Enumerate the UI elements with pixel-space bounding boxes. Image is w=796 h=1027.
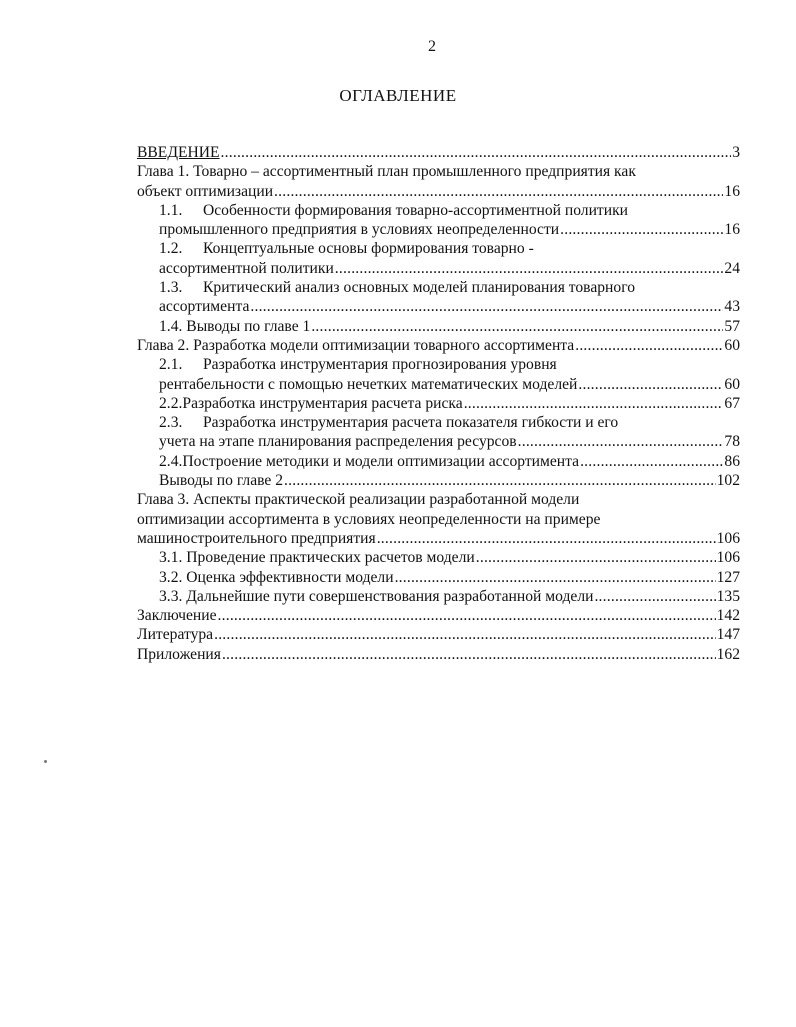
toc-entry-label: Построение методики и модели оптимизации ассортимента bbox=[182, 452, 580, 470]
toc-entry-label: 3.1. Проведение практических расчетов модели bbox=[159, 549, 475, 567]
toc-entry-chapter-3-cont[interactable] bbox=[137, 510, 740, 529]
toc-entry-conclusion[interactable] bbox=[137, 606, 740, 625]
toc-entry-label: Заключение bbox=[137, 607, 217, 625]
dot-leader bbox=[222, 645, 716, 664]
dot-leader bbox=[578, 375, 723, 394]
toc-page-number: 3 bbox=[732, 144, 740, 161]
toc-entry-chapter-3[interactable] bbox=[137, 490, 740, 509]
dot-leader bbox=[464, 394, 724, 413]
page-number: 2 bbox=[428, 38, 436, 55]
toc-page-number: 162 bbox=[716, 645, 740, 663]
toc-page-number: 142 bbox=[716, 607, 740, 625]
dot-leader bbox=[377, 529, 716, 548]
toc-entry-chapter-1-cont[interactable] bbox=[137, 182, 740, 201]
toc-entry-label: Критический анализ основных моделей планирования товарного bbox=[203, 279, 635, 297]
dot-leader bbox=[274, 182, 723, 201]
dot-leader bbox=[218, 606, 716, 625]
toc-entry-section-2-1[interactable] bbox=[137, 355, 740, 374]
dot-leader bbox=[575, 336, 723, 355]
toc-entry-label: ВВЕДЕНИЕ bbox=[137, 144, 220, 161]
toc-entry-label: учета на этапе планирования распределения ресурсов bbox=[159, 433, 517, 451]
toc-entry-label: Разработка инструментария расчета риска bbox=[182, 394, 463, 412]
toc-section-number: 1.1. bbox=[159, 201, 183, 219]
toc-page-number: 86 bbox=[724, 452, 740, 470]
toc-entry-label: 1.4. Выводы по главе 1 bbox=[159, 317, 311, 335]
toc-entry-chapter-3-cont2[interactable] bbox=[137, 529, 740, 548]
dot-leader bbox=[335, 259, 724, 278]
dot-leader bbox=[284, 471, 716, 490]
toc-entry-section-1-2-cont[interactable] bbox=[137, 259, 740, 278]
dot-leader bbox=[560, 220, 723, 239]
dot-leader bbox=[311, 317, 723, 336]
toc-section-number: 1.3. bbox=[159, 279, 183, 297]
toc-entry-label: ассортимента bbox=[159, 298, 250, 316]
toc-entry-label: Приложения bbox=[137, 645, 221, 663]
toc-entry-label: рентабельности с помощью нечетких математических моделей bbox=[159, 375, 578, 393]
toc-page-number: 16 bbox=[724, 182, 740, 200]
dot-leader bbox=[594, 587, 715, 606]
toc-entry-section-1-2[interactable] bbox=[137, 239, 740, 258]
toc-entry-label: ассортиментной политики bbox=[159, 259, 334, 277]
toc-page-number: 60 bbox=[724, 375, 740, 393]
dot-leader bbox=[250, 297, 723, 316]
dot-leader bbox=[580, 452, 723, 471]
toc-entry-chapter-1[interactable] bbox=[137, 162, 740, 181]
toc-entry-label: объект оптимизации bbox=[137, 182, 274, 200]
toc-entry-section-1-3-cont[interactable] bbox=[137, 297, 740, 316]
toc-page-number: 78 bbox=[724, 433, 740, 451]
toc-entry-section-2-2[interactable] bbox=[137, 394, 740, 413]
toc-entry-section-1-1[interactable] bbox=[137, 201, 740, 220]
toc-entry-label: оптимизации ассортимента в условиях неопределенности на примере bbox=[137, 510, 601, 528]
toc-entry-introduction[interactable] bbox=[137, 143, 740, 162]
dot-leader bbox=[518, 432, 724, 451]
toc-entry-section-1-4[interactable] bbox=[137, 317, 740, 336]
toc-page-number: 147 bbox=[716, 626, 740, 644]
toc-page-number: 102 bbox=[716, 472, 740, 490]
toc-section-number: 2.4. bbox=[159, 452, 183, 470]
toc-entry-label: Глава 2. Разработка модели оптимизации товарного ассортимента bbox=[137, 336, 575, 354]
toc-page-number: 43 bbox=[724, 298, 740, 316]
toc-entry-section-2-3-cont[interactable] bbox=[137, 432, 740, 451]
toc-entry-label: 3.3. Дальнейшие пути совершенствования разработанной модели bbox=[159, 587, 594, 605]
toc-page-number: 57 bbox=[724, 317, 740, 335]
toc-entry-label: Глава 1. Товарно – ассортиментный план промышленного предприятия как bbox=[137, 163, 636, 181]
toc-section-number: 1.2. bbox=[159, 240, 183, 258]
dot-leader bbox=[214, 625, 716, 644]
dot-leader bbox=[476, 548, 716, 567]
dot-leader bbox=[221, 143, 732, 162]
toc-page-number: 127 bbox=[716, 568, 740, 586]
toc-entry-label: промышленного предприятия в условиях неопределенности bbox=[159, 221, 560, 239]
toc-entry-label: машиностроительного предприятия bbox=[137, 529, 376, 547]
toc-page-number: 16 bbox=[724, 221, 740, 239]
toc-section-number: 2.1. bbox=[159, 356, 183, 374]
toc-entry-section-2-3[interactable] bbox=[137, 413, 740, 432]
toc-page-number: 67 bbox=[724, 394, 740, 412]
toc-entry-label: Разработка инструментария расчета показателя гибкости и его bbox=[203, 414, 619, 432]
toc-entry-section-1-3[interactable] bbox=[137, 278, 740, 297]
toc-entry-label: Литература bbox=[137, 626, 214, 644]
toc-entry-label: Глава 3. Аспекты практической реализации разработанной модели bbox=[137, 491, 580, 509]
toc-entry-section-3-1[interactable] bbox=[137, 548, 740, 567]
toc-page-number: 106 bbox=[716, 529, 740, 547]
toc-title: ОГЛАВЛЕНИЕ bbox=[339, 86, 457, 105]
toc-entry-section-3-2[interactable] bbox=[137, 568, 740, 587]
toc-entry-section-2-4[interactable] bbox=[137, 452, 740, 471]
toc-entry-label: 3.2. Оценка эффективности модели bbox=[159, 568, 394, 586]
toc-page-number: 24 bbox=[724, 259, 740, 277]
dot-leader bbox=[395, 568, 716, 587]
scan-speck bbox=[44, 760, 47, 763]
toc-entry-literature[interactable] bbox=[137, 625, 740, 644]
toc-page-number: 135 bbox=[716, 587, 740, 605]
toc-entry-section-1-1-cont[interactable] bbox=[137, 220, 740, 239]
table-of-contents bbox=[137, 143, 740, 664]
toc-entry-label: Разработка инструментария прогнозирования уровня bbox=[203, 356, 557, 374]
toc-page-number: 106 bbox=[716, 549, 740, 567]
toc-entry-label: Выводы по главе 2 bbox=[159, 472, 284, 490]
toc-entry-section-2-1-cont[interactable] bbox=[137, 375, 740, 394]
toc-entry-appendix[interactable] bbox=[137, 645, 740, 664]
toc-entry-label: Особенности формирования товарно-ассортиментной политики bbox=[203, 201, 628, 219]
toc-section-number: 2.3. bbox=[159, 414, 183, 432]
toc-entry-chapter-2-conclusions[interactable] bbox=[137, 471, 740, 490]
toc-section-number: 2.2. bbox=[159, 394, 183, 412]
toc-page-number: 60 bbox=[724, 336, 740, 354]
toc-entry-label: Концептуальные основы формирования товарно - bbox=[203, 240, 534, 258]
toc-entry-chapter-2[interactable] bbox=[137, 336, 740, 355]
toc-entry-section-3-3[interactable] bbox=[137, 587, 740, 606]
